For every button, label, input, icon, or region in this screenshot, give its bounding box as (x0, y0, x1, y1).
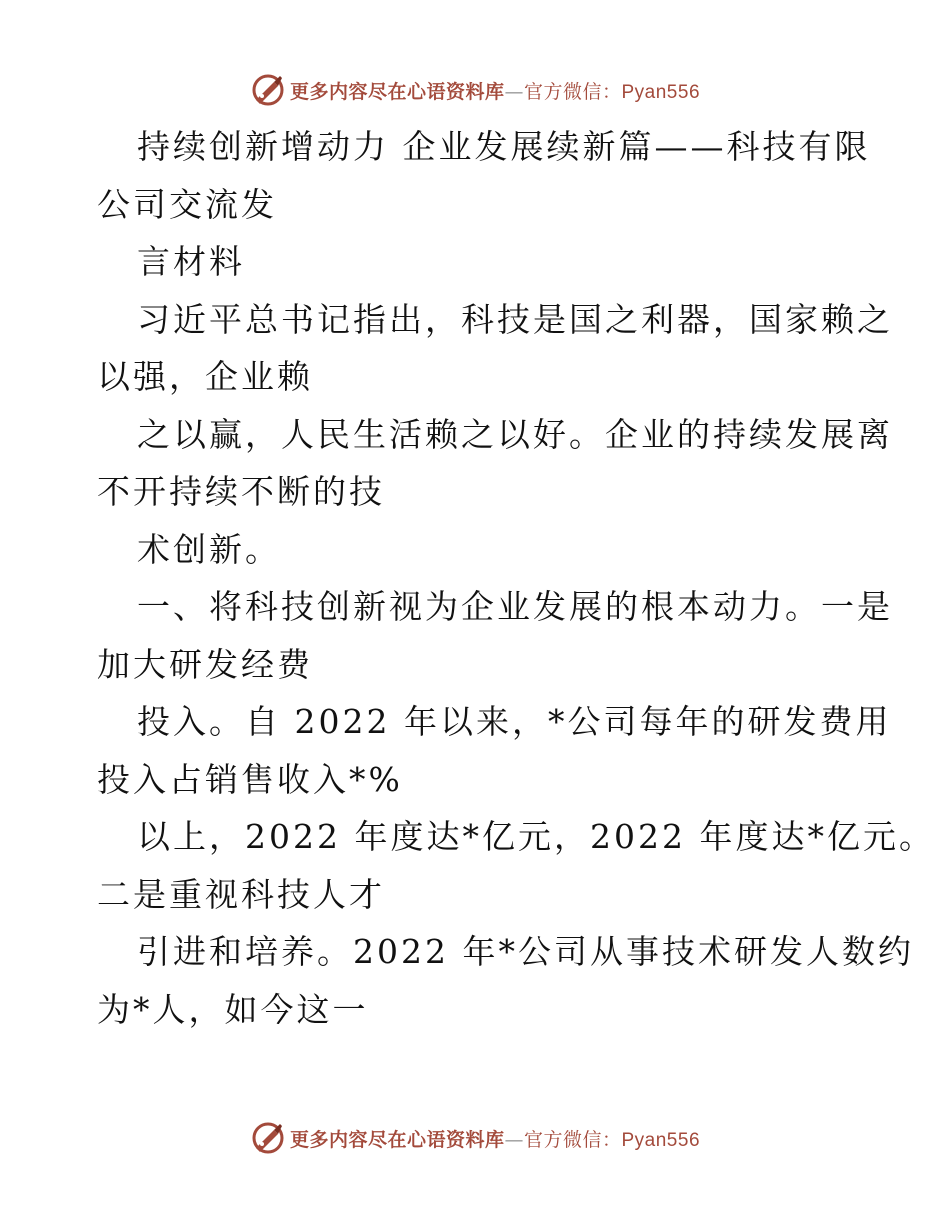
text-line: 投入占销售收入*% (97, 759, 403, 799)
footer-wechat-label: 官方微信： (523, 1128, 622, 1151)
footer-brand-text: 更多内容尽在心语资料库 (289, 1128, 505, 1151)
text-line: 公司交流发 (97, 184, 277, 224)
header-brand-text: 更多内容尽在心语资料库 (289, 80, 505, 103)
text-line: 言材料 (137, 242, 245, 281)
text-line: 习近平总书记指出，科技是国之利器，国家赖之 (137, 299, 893, 339)
header-wechat-label: 官方微信： (523, 80, 622, 103)
document-body (97, 118, 935, 1038)
pen-circle-logo-icon (250, 1120, 286, 1156)
text-line: 加大研发经费 (97, 644, 313, 684)
header-separator: — (504, 80, 524, 103)
pen-circle-logo-icon (250, 72, 286, 108)
text-line: 术创新。 (137, 529, 281, 569)
footer-separator: — (504, 1128, 524, 1151)
text-line: 为*人，如今这一 (97, 989, 369, 1029)
text-line: 投入。自 2022 年以来，*公司每年的研发费用 (137, 702, 892, 741)
footer-wechat-id: Pyan556 (621, 1129, 701, 1151)
text-line: 引进和培养。2022 年*公司从事技术研发人数约 (137, 932, 914, 971)
text-line: 之以赢，人民生活赖之以好。企业的持续发展离 (137, 414, 893, 454)
footer-banner (0, 1118, 950, 1158)
text-line: 二是重视科技人才 (97, 874, 385, 914)
header-banner (0, 70, 950, 110)
text-line: 以上，2022 年度达*亿元，2022 年度达*亿元。 (137, 817, 935, 856)
text-line: 以强，企业赖 (97, 357, 313, 396)
text-line: 不开持续不断的技 (97, 472, 385, 511)
text-line: 一、将科技创新视为企业发展的根本动力。一是 (137, 587, 893, 626)
header-wechat-id: Pyan556 (621, 81, 701, 103)
text-line: 持续创新增动力 企业发展续新篇——科技有限 (137, 127, 871, 166)
